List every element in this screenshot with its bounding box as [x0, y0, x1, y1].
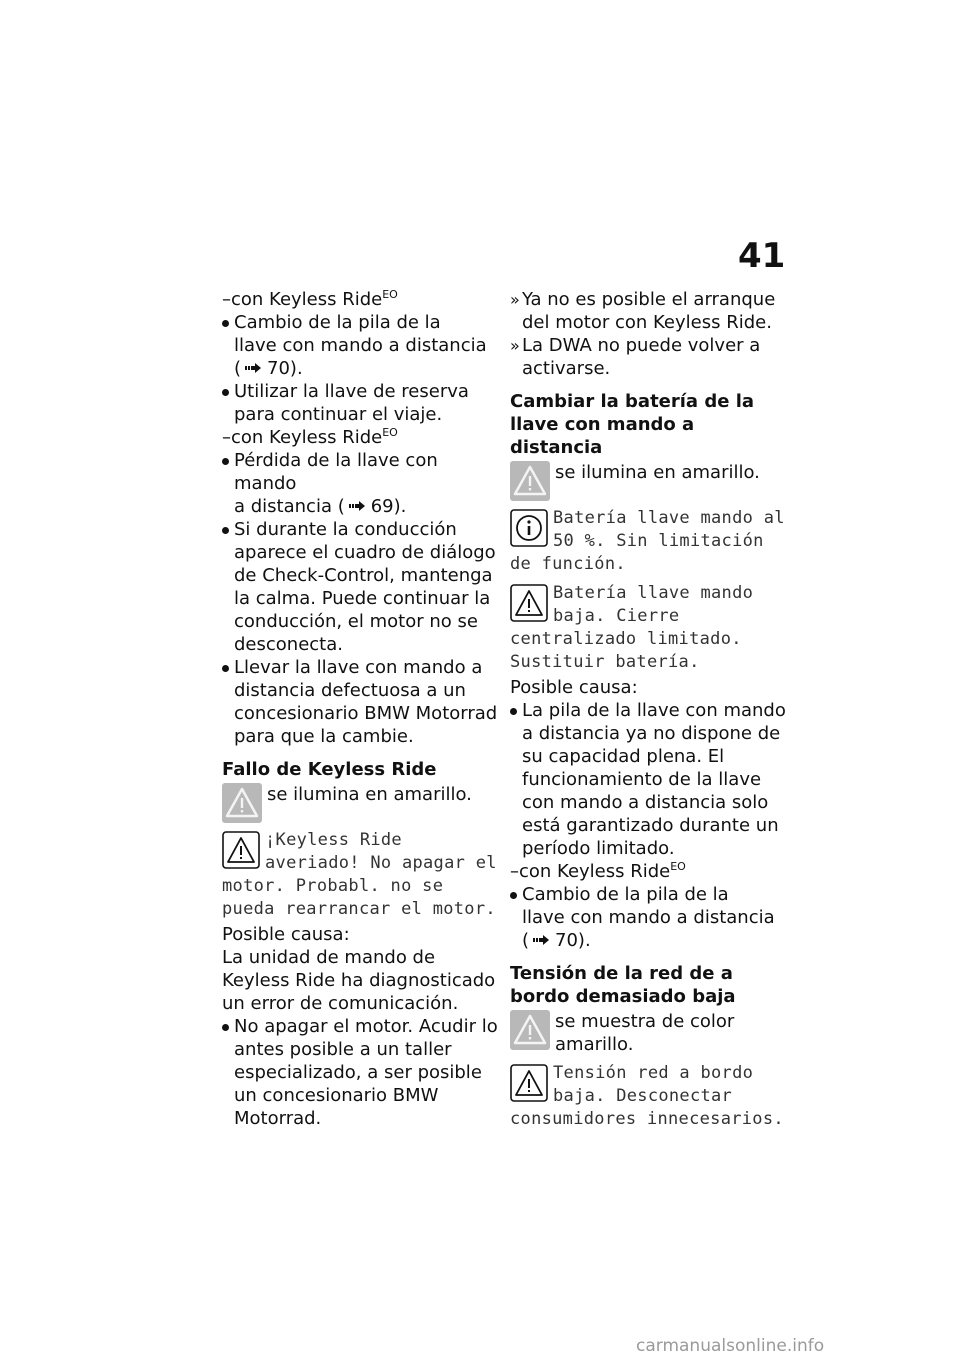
- warning-triangle-icon: [510, 584, 548, 622]
- possible-cause-label: Posible causa:: [222, 924, 350, 945]
- condition-keyless-ride: –con Keyless Ride$^{EO}$: [510, 860, 686, 882]
- condition-keyless-ride: –con Keyless Ride$^{EO}$: [222, 426, 398, 448]
- possible-cause-label: Posible causa:: [510, 677, 638, 698]
- display-message-text: Batería llave mando al 50 %. Sin limitación de función.: [510, 508, 785, 574]
- bullet-battery-capacity: La pila de la llave con mando a distancia ya no dispone de su capacidad plena. El funcionamiento de la llave con mando a distancia solo está garantizado durante un período limitado.: [510, 699, 786, 860]
- display-message-voltage: [510, 1062, 786, 1131]
- warning-light-icon: [510, 461, 550, 501]
- right-column: [510, 288, 786, 1131]
- heading-low-voltage: Tensión de la red de a bordo demasiado baja: [510, 963, 736, 1007]
- bullet-dealer: Llevar la llave con mando a distancia defectuosa a un concesionario BMW Motorrad para que la cambie.: [222, 656, 498, 748]
- display-message-text: Batería llave mando baja. Cierre centralizado limitado. Sustituir batería.: [510, 583, 754, 672]
- display-message-battery-low: [510, 582, 786, 674]
- bullet-do-not-stop: No apagar el motor. Acudir lo antes posible a un taller especializado, a ser posible un concesionario BMW Motorrad.: [222, 1015, 498, 1130]
- info-icon: [510, 509, 548, 547]
- bullet-lost-key: Pérdida de la llave con mando a distancia ( 69).: [222, 449, 498, 518]
- warning-light-icon: [510, 1010, 550, 1050]
- page-reference-arrow-icon: [533, 935, 549, 945]
- bullet-spare-key: Utilizar la llave de reserva para continuar el viaje.: [222, 380, 498, 426]
- heading-keyless-failure: Fallo de Keyless Ride: [222, 759, 437, 780]
- warning-light-text: se ilumina en amarillo.: [555, 462, 760, 483]
- page-reference-arrow-icon: [349, 501, 365, 511]
- footer-watermark: carmanualsonline.info: [636, 1336, 825, 1356]
- warning-light-text: se ilumina en amarillo.: [267, 784, 472, 805]
- left-column: [222, 288, 498, 1130]
- warning-light-row: [510, 461, 786, 501]
- display-message-text: Tensión red a bordo baja. Desconectar consumidores innecesarios.: [510, 1063, 784, 1129]
- possible-cause-text: La unidad de mando de Keyless Ride ha diagnosticado un error de comunicación.: [222, 947, 496, 1014]
- display-message-text: ¡Keyless Ride averiado! No apagar el motor. Probabl. no se pueda rearrancar el motor.: [222, 830, 497, 919]
- warning-light-icon: [222, 783, 262, 823]
- bullet-change-battery: Cambio de la pila de la llave con mando a distancia ( 70).: [510, 883, 786, 952]
- display-message-keyless: [222, 829, 498, 921]
- bullet-check-control: Si durante la conducción aparece el cuadro de diálogo de Check-Control, mantenga la calma. Puede continuar la conducción, el motor no se desconecta.: [222, 518, 498, 656]
- warning-light-row: [510, 1010, 786, 1056]
- bullet-change-battery: Cambio de la pila de la llave con mando a distancia ( 70).: [222, 311, 498, 380]
- condition-keyless-ride: –con Keyless Ride$^{EO}$: [222, 288, 398, 310]
- warning-triangle-icon: [510, 1064, 548, 1102]
- warning-light-row: [222, 783, 498, 823]
- warning-light-text: se muestra de color amarillo.: [555, 1011, 735, 1055]
- heading-key-battery: Cambiar la batería de la llave con mando a distancia: [510, 391, 755, 458]
- page-number: 41: [738, 236, 786, 276]
- page-reference-arrow-icon: [245, 363, 261, 373]
- warning-triangle-icon: [222, 831, 260, 869]
- result-no-dwa: » La DWA no puede volver a activarse.: [510, 334, 786, 380]
- display-message-battery-50: [510, 507, 786, 576]
- result-no-start: » Ya no es posible el arranque del motor con Keyless Ride.: [510, 288, 786, 334]
